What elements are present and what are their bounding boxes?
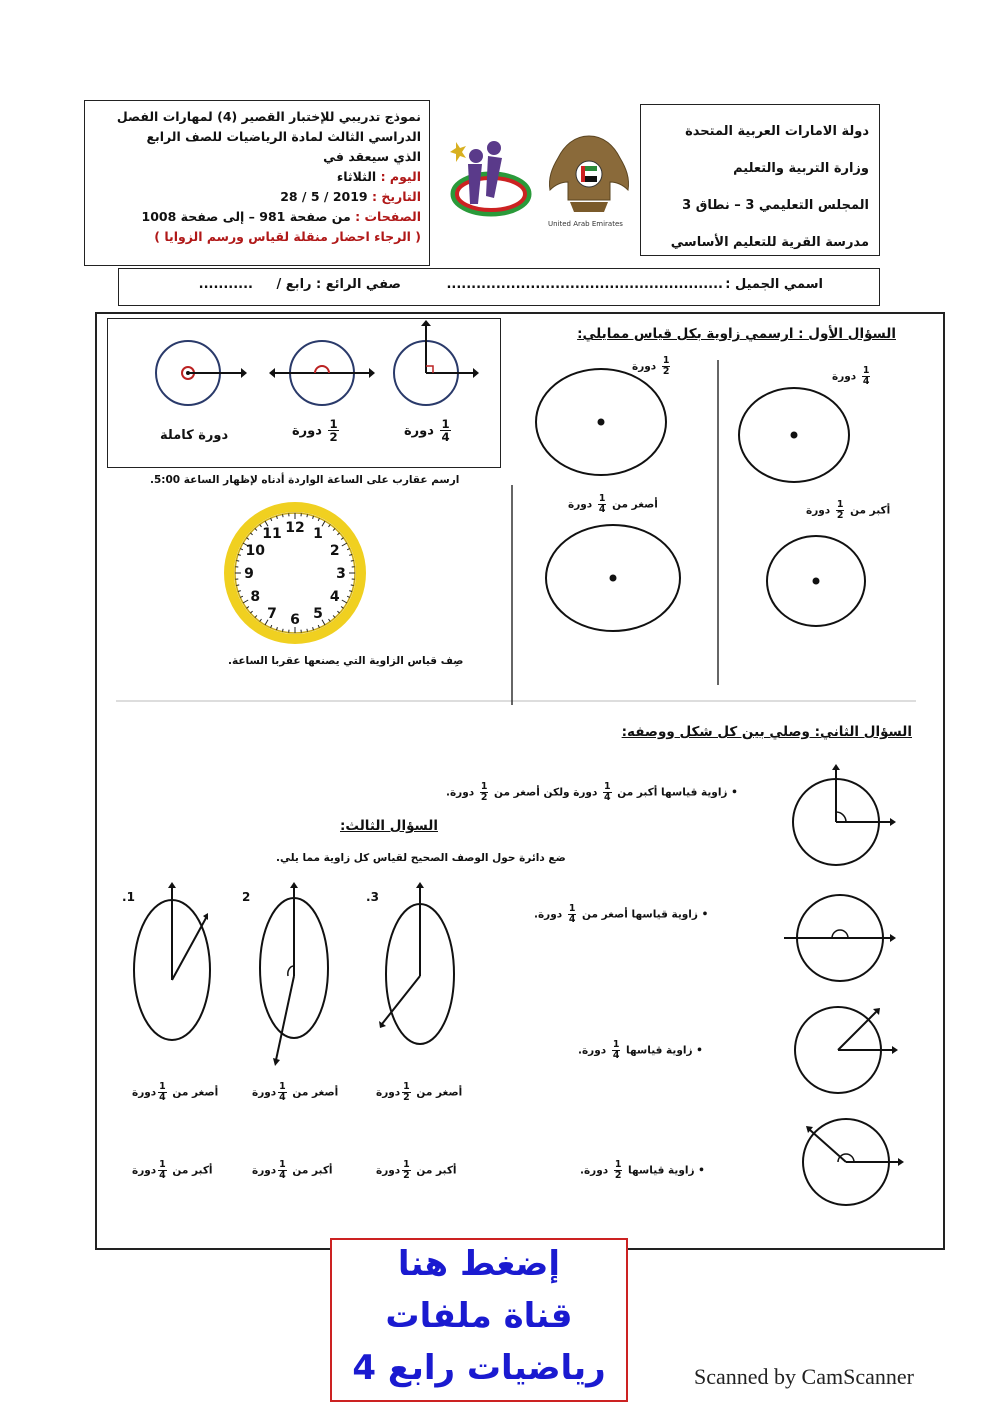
- q3-num-3: 3.: [366, 890, 379, 904]
- q3-angle-3: [379, 882, 454, 1044]
- clock-face[interactable]: [224, 502, 366, 644]
- promo-click-here[interactable]: إضغط هنا: [397, 1244, 561, 1284]
- clock-number: 2: [329, 543, 340, 559]
- q1-b-label: $\frac{1}{2}$ دورة: [632, 355, 670, 377]
- school-info-box: [640, 104, 880, 256]
- q1-drawing-circles[interactable]: [530, 360, 900, 690]
- half-turn-label: $\frac{1}{2}$ دورة: [292, 417, 338, 445]
- quarter-fraction: $\frac{1}{4}$: [441, 417, 450, 445]
- clock-tick: [307, 514, 308, 517]
- quarter-turn-label: $\frac{1}{4}$ دورة: [404, 417, 450, 445]
- section-divider: [116, 700, 916, 704]
- scanner-watermark: Scanned by CamScanner: [694, 1364, 914, 1389]
- clock-tick: [236, 585, 239, 586]
- quiz-held-line: الذي سيعقد في: [323, 149, 421, 164]
- ministry-logo-icon: [448, 134, 534, 226]
- clock-instruction: ارسم عقارب على الساعة الواردة أدناه لإظهار الساعة 5:00.: [150, 474, 460, 486]
- q1-a-label: $\frac{1}{4}$ دورة: [832, 365, 870, 387]
- name-field[interactable]: ........................................................: [446, 277, 723, 292]
- promo-link-box[interactable]: [330, 1238, 628, 1402]
- quiz-subject-line: الدراسي الثالث لمادة الرياضيات للصف الرابع: [146, 129, 421, 144]
- q2-shape-acute: [795, 1007, 898, 1093]
- q3-angle-1: [134, 882, 210, 1040]
- quarter-turn-diagram: [394, 320, 479, 405]
- q1-circle-a: [739, 388, 849, 482]
- q3-opt-1a[interactable]: أصغر من $\frac{1}{4}$ دورة: [132, 1081, 219, 1103]
- full-turn-label: دورة كاملة: [160, 428, 229, 443]
- half-turn-diagram: [269, 341, 375, 405]
- clock-tick: [236, 561, 239, 562]
- q1-title: السؤال الأول : ارسمي زاوية بكل قياس ممايلي:: [577, 326, 896, 342]
- half-fraction: $\frac{1}{2}$: [329, 417, 338, 445]
- clock-number: 7: [267, 605, 277, 622]
- q1-c-label: أكبر من $\frac{1}{2}$ دورة: [806, 499, 891, 521]
- clock-number: 1: [313, 526, 323, 543]
- clock-number: 8: [250, 589, 261, 605]
- clock-describe: صِف قياس الزاوية التي يصنعها عقربا الساعة.: [228, 655, 464, 667]
- q1-circle-d: [546, 525, 680, 631]
- council-line: المجلس التعليمي 3 – نطاق 3: [682, 198, 869, 213]
- class-field[interactable]: ...........: [198, 277, 253, 292]
- q3-opt-1b[interactable]: أكبر من $\frac{1}{4}$ دورة: [132, 1159, 213, 1181]
- clock-tick: [351, 585, 354, 586]
- q3-opt-3b[interactable]: أكبر من $\frac{1}{2}$ دورة: [376, 1159, 457, 1181]
- clock-tick: [283, 629, 284, 632]
- promo-channel[interactable]: قناة ملفات: [385, 1296, 573, 1336]
- clock-number: 5: [313, 605, 323, 622]
- q2-shapes: [780, 766, 900, 1206]
- q3-instruction: ضع دائرة حول الوصف الصحيح لقياس كل زاوية مما يلي.: [276, 852, 566, 864]
- q1-circle-b: [536, 369, 666, 475]
- clock-number: 6: [290, 612, 300, 628]
- q2-title: السؤال الثاني: وصلي بين كل شكل ووصفه:: [621, 724, 912, 740]
- q3-angle-2: [260, 882, 328, 1066]
- q2-desc-3[interactable]: • زاوية قياسها $\frac{1}{4}$ دورة.: [578, 1039, 703, 1061]
- clock-tick: [351, 561, 354, 562]
- q2-desc-1[interactable]: • زاوية قياسها أكبر من $\frac{1}{4}$ دورة ولكن أصغر من $\frac{1}{2}$ دورة.: [446, 781, 738, 803]
- country-line: دولة الامارات العربية المتحدة: [685, 124, 869, 139]
- q1-circle-c: [767, 536, 865, 626]
- clock-number: 9: [244, 566, 254, 582]
- school-line: مدرسة القرية للتعليم الأساسي: [670, 235, 869, 250]
- q2-shape-half: [784, 895, 896, 981]
- q3-num-2: 2: [242, 890, 251, 904]
- q3-angles: [130, 880, 450, 1070]
- clock-tick: [283, 514, 284, 517]
- q3-opt-3a[interactable]: أصغر من $\frac{1}{2}$ دورة: [376, 1081, 463, 1103]
- uae-emblem-icon: [544, 128, 634, 224]
- emblem-caption: United Arab Emirates: [548, 220, 623, 228]
- student-name-bar: [118, 268, 880, 306]
- full-turn-diagram: [156, 341, 247, 405]
- clock-number: 11: [262, 526, 282, 543]
- turns-diagrams: [107, 318, 499, 418]
- clock-number: 10: [245, 543, 265, 559]
- q2-shape-obtuse: [803, 1119, 904, 1205]
- q2-shape-quarter: [793, 764, 896, 865]
- quiz-title-line: نموذج تدريبي للإختبار القصير (4) لمهارات الفصل: [116, 109, 421, 124]
- q3-num-1: 1.: [122, 890, 135, 904]
- q2-desc-2[interactable]: • زاوية قياسها أصغر من $\frac{1}{4}$ دورة.: [534, 903, 709, 925]
- q2-desc-4[interactable]: • زاوية قياسها $\frac{1}{2}$ دورة.: [580, 1159, 705, 1181]
- class-label: صفي الرائع : رابع /: [276, 277, 401, 292]
- quiz-info-box: [84, 100, 430, 266]
- ministry-line: وزارة التربية والتعليم: [733, 161, 869, 176]
- name-label: اسمي الجميل :: [725, 277, 823, 292]
- q1-d-label: أصغر من $\frac{1}{4}$ دورة: [568, 493, 658, 515]
- quiz-note-line: ( الرجاء احضار منقلة لقياس ورسم الزوايا ): [154, 229, 421, 244]
- q3-opt-2a[interactable]: أصغر من $\frac{1}{4}$ دورة: [252, 1081, 339, 1103]
- clock-number: 12: [285, 520, 305, 536]
- quiz-date-line: التاريخ : 28 / 5 / 2019: [280, 189, 421, 204]
- promo-subject[interactable]: رياضيات رابع 4: [352, 1348, 606, 1388]
- clock-number: 4: [329, 589, 340, 605]
- clock-number: 3: [336, 566, 346, 582]
- quiz-day-line: اليوم : الثلاثاء: [336, 169, 421, 184]
- q3-opt-2b[interactable]: أكبر من $\frac{1}{4}$ دورة: [252, 1159, 333, 1181]
- clock-tick: [307, 629, 308, 632]
- q3-title: السؤال الثالث:: [340, 818, 438, 834]
- quiz-pages-line: الصفحات : من صفحة 981 – إلى صفحة 1008: [141, 209, 421, 224]
